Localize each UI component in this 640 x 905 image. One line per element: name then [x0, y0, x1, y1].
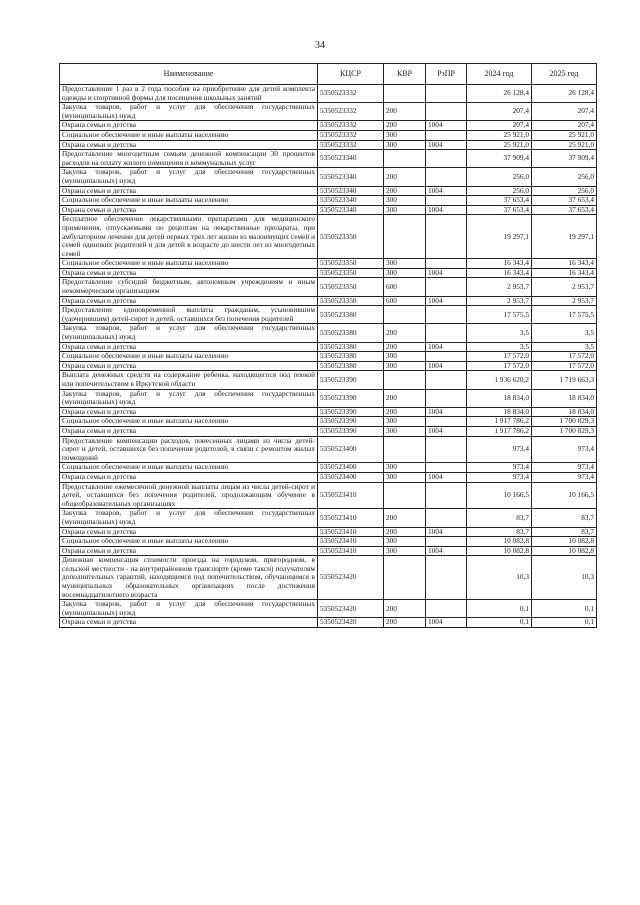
cell-rzpr [426, 150, 467, 168]
cell-2024: 10,3 [467, 556, 532, 600]
cell-rzpr [426, 600, 467, 618]
cell-2024: 256,0 [467, 186, 532, 196]
table-row [60, 600, 597, 618]
cell-2024: 26 128,4 [467, 85, 532, 103]
table-row [60, 196, 597, 206]
table-row [60, 371, 597, 389]
cell-2025: 17 575,5 [532, 306, 597, 324]
cell-kcsr: 5350523410 [318, 537, 384, 547]
cell-rzpr [426, 259, 467, 269]
cell-2024: 37 653,4 [467, 196, 532, 206]
cell-2024: 207,4 [467, 103, 532, 121]
table-row [60, 278, 597, 296]
cell-2024: 17 575,5 [467, 306, 532, 324]
cell-name: Охрана семьи и детства [60, 205, 318, 215]
cell-2024: 10 082,8 [467, 546, 532, 556]
cell-kvr: 200 [384, 121, 426, 131]
cell-2025: 37 653,4 [532, 205, 597, 215]
cell-kvr [384, 482, 426, 509]
cell-rzpr [426, 306, 467, 324]
cell-2024: 256,0 [467, 168, 532, 186]
cell-kvr: 200 [384, 527, 426, 537]
cell-kvr: 600 [384, 278, 426, 296]
cell-name: Социальное обеспечение и иные выплаты населению [60, 463, 318, 473]
cell-2024: 18 834,0 [467, 407, 532, 417]
cell-kcsr: 5350523380 [318, 324, 384, 342]
cell-name: Охрана семьи и детства [60, 546, 318, 556]
table-row [60, 215, 597, 259]
cell-kvr: 200 [384, 342, 426, 352]
table-row [60, 537, 597, 547]
cell-2025: 10 166,5 [532, 482, 597, 509]
cell-rzpr [426, 509, 467, 527]
table-row [60, 168, 597, 186]
cell-2024: 17 572,0 [467, 352, 532, 362]
cell-2025: 18 834,0 [532, 407, 597, 417]
cell-2025: 10 082,8 [532, 537, 597, 547]
cell-kvr: 200 [384, 168, 426, 186]
cell-2025: 83,7 [532, 509, 597, 527]
cell-kcsr: 5350523420 [318, 556, 384, 600]
cell-rzpr [426, 103, 467, 121]
cell-rzpr: 1004 [426, 546, 467, 556]
cell-2025: 207,4 [532, 103, 597, 121]
cell-2025: 0,1 [532, 618, 597, 628]
cell-name: Охрана семьи и детства [60, 472, 318, 482]
cell-2025: 1 700 829,3 [532, 426, 597, 436]
header-2025: 2025 год [532, 64, 597, 85]
cell-2025: 25 921,0 [532, 130, 597, 140]
cell-2024: 25 921,0 [467, 130, 532, 140]
cell-2024: 3,5 [467, 342, 532, 352]
cell-kvr: 300 [384, 130, 426, 140]
cell-kcsr: 5350523340 [318, 196, 384, 206]
cell-rzpr [426, 352, 467, 362]
cell-name: Социальное обеспечение и иные выплаты населению [60, 196, 318, 206]
cell-rzpr [426, 389, 467, 407]
cell-kvr [384, 306, 426, 324]
cell-2025: 207,4 [532, 121, 597, 131]
cell-2024: 1 936 620,2 [467, 371, 532, 389]
cell-2025: 37 653,4 [532, 196, 597, 206]
cell-kvr: 200 [384, 103, 426, 121]
table-row [60, 482, 597, 509]
cell-kcsr: 5350523410 [318, 546, 384, 556]
cell-kvr [384, 150, 426, 168]
cell-2025: 973,4 [532, 436, 597, 463]
cell-kvr [384, 85, 426, 103]
cell-name: Социальное обеспечение и иные выплаты населению [60, 417, 318, 427]
budget-table [59, 63, 597, 628]
table-row [60, 426, 597, 436]
cell-kcsr: 5350523332 [318, 130, 384, 140]
cell-kvr: 200 [384, 324, 426, 342]
cell-kcsr: 5350523380 [318, 342, 384, 352]
table-row [60, 509, 597, 527]
header-2024: 2024 год [467, 64, 532, 85]
cell-2025: 37 909,4 [532, 150, 597, 168]
cell-rzpr: 1004 [426, 342, 467, 352]
cell-rzpr: 1004 [426, 186, 467, 196]
cell-kvr: 300 [384, 140, 426, 150]
cell-name: Социальное обеспечение и иные выплаты населению [60, 130, 318, 140]
cell-2025: 256,0 [532, 168, 597, 186]
cell-kcsr: 5350523390 [318, 407, 384, 417]
cell-2024: 83,7 [467, 509, 532, 527]
cell-rzpr [426, 85, 467, 103]
cell-2024: 1 917 786,2 [467, 417, 532, 427]
cell-rzpr: 1004 [426, 407, 467, 417]
cell-kcsr: 5350523350 [318, 259, 384, 269]
cell-kvr: 300 [384, 361, 426, 371]
cell-2025: 10,3 [532, 556, 597, 600]
cell-rzpr: 1004 [426, 472, 467, 482]
cell-name: Охрана семьи и детства [60, 296, 318, 306]
cell-rzpr: 1004 [426, 140, 467, 150]
cell-kvr [384, 556, 426, 600]
cell-name: Охрана семьи и детства [60, 186, 318, 196]
cell-kcsr: 5350523380 [318, 306, 384, 324]
table-body [60, 85, 597, 628]
cell-name: Закупка товаров, работ и услуг для обеспечения государственных (муниципальных) нужд [60, 168, 318, 186]
cell-name: Охрана семьи и детства [60, 426, 318, 436]
cell-name: Выплата денежных средств на содержание ребенка, находящегося под опекой или попечительством в Иркутской области [60, 371, 318, 389]
cell-name: Охрана семьи и детства [60, 618, 318, 628]
cell-kvr [384, 215, 426, 259]
cell-kcsr: 5350523350 [318, 215, 384, 259]
cell-2024: 2 953,7 [467, 278, 532, 296]
cell-rzpr [426, 463, 467, 473]
cell-kvr: 600 [384, 296, 426, 306]
cell-2025: 16 343,4 [532, 268, 597, 278]
cell-2025: 83,7 [532, 527, 597, 537]
cell-kcsr: 5350523332 [318, 103, 384, 121]
cell-kvr: 300 [384, 537, 426, 547]
cell-2024: 2 953,7 [467, 296, 532, 306]
cell-2024: 973,4 [467, 463, 532, 473]
cell-2025: 26 128,4 [532, 85, 597, 103]
header-rzpr: РзПР [426, 64, 467, 85]
cell-name: Охрана семьи и детства [60, 121, 318, 131]
cell-rzpr: 1004 [426, 268, 467, 278]
cell-kvr: 200 [384, 509, 426, 527]
table-header-row [60, 64, 597, 85]
cell-name: Закупка товаров, работ и услуг для обеспечения государственных (муниципальных) нужд [60, 509, 318, 527]
cell-kvr: 200 [384, 389, 426, 407]
cell-name: Закупка товаров, работ и услуг для обеспечения государственных (муниципальных) нужд [60, 600, 318, 618]
table-row [60, 472, 597, 482]
cell-name: Охрана семьи и детства [60, 268, 318, 278]
cell-2024: 37 909,4 [467, 150, 532, 168]
cell-name: Охрана семьи и детства [60, 527, 318, 537]
cell-2025: 2 953,7 [532, 278, 597, 296]
cell-2025: 25 921,0 [532, 140, 597, 150]
cell-kcsr: 5350523340 [318, 205, 384, 215]
cell-kcsr: 5350523332 [318, 85, 384, 103]
cell-rzpr [426, 278, 467, 296]
cell-name: Социальное обеспечение и иные выплаты населению [60, 259, 318, 269]
cell-kvr: 300 [384, 546, 426, 556]
cell-2024: 17 572,0 [467, 361, 532, 371]
cell-2024: 37 653,4 [467, 205, 532, 215]
cell-2024: 973,4 [467, 436, 532, 463]
cell-name: Предоставление ежемесячной денежной выплаты лицам из числа детей-сирот и детей, оставшихся без попечения родителей, продолжающим обучение в общеобразовательных организациях [60, 482, 318, 509]
cell-kvr: 300 [384, 472, 426, 482]
cell-rzpr: 1004 [426, 618, 467, 628]
cell-2024: 3,5 [467, 324, 532, 342]
cell-kvr: 300 [384, 268, 426, 278]
cell-2025: 0,1 [532, 600, 597, 618]
header-kvr: КВР [384, 64, 426, 85]
table-row [60, 103, 597, 121]
cell-name: Закупка товаров, работ и услуг для обеспечения государственных (муниципальных) нужд [60, 324, 318, 342]
cell-kcsr: 5350523380 [318, 352, 384, 362]
cell-kcsr: 5350523410 [318, 527, 384, 537]
cell-2024: 19 297,1 [467, 215, 532, 259]
cell-2024: 83,7 [467, 527, 532, 537]
cell-rzpr: 1004 [426, 361, 467, 371]
cell-rzpr [426, 556, 467, 600]
cell-2025: 3,5 [532, 324, 597, 342]
cell-kcsr: 5350523390 [318, 389, 384, 407]
table-row [60, 306, 597, 324]
cell-name: Охрана семьи и детства [60, 342, 318, 352]
cell-2025: 3,5 [532, 342, 597, 352]
cell-2024: 1 917 786,2 [467, 426, 532, 436]
table-row [60, 556, 597, 600]
cell-kvr: 300 [384, 463, 426, 473]
cell-rzpr [426, 196, 467, 206]
header-name: Наименование [60, 64, 318, 85]
page-number: 34 [315, 40, 325, 51]
cell-2024: 16 343,4 [467, 259, 532, 269]
cell-2025: 18 834,0 [532, 389, 597, 407]
cell-kcsr: 5350523400 [318, 472, 384, 482]
table-row [60, 85, 597, 103]
cell-kcsr: 5350523340 [318, 186, 384, 196]
table-row [60, 324, 597, 342]
cell-name: Денежная компенсация стоимости проезда на городском, пригородном, в сельской местности - на внутрирайонном транспорте (кроме такси) получателям дополнительных гарантий, находящимся под попечительством, обучающимся в муниципальных образовательных организациях после достижения восемнадцатилетнего возраста [60, 556, 318, 600]
cell-2025: 19 297,1 [532, 215, 597, 259]
cell-2025: 973,4 [532, 472, 597, 482]
table-row [60, 259, 597, 269]
cell-name: Охрана семьи и детства [60, 361, 318, 371]
cell-kvr: 300 [384, 196, 426, 206]
cell-name: Охрана семьи и детства [60, 407, 318, 417]
cell-kvr: 300 [384, 259, 426, 269]
table-row [60, 618, 597, 628]
cell-2025: 16 343,4 [532, 259, 597, 269]
cell-2024: 973,4 [467, 472, 532, 482]
cell-kvr: 200 [384, 618, 426, 628]
cell-kcsr: 5350523340 [318, 150, 384, 168]
cell-name: Социальное обеспечение и иные выплаты населению [60, 537, 318, 547]
cell-name: Предоставление компенсации расходов, понесенных лицами из числа детей-сирот и детей, оставшихся без попечения родителей, в связи с ремонтом жилых помещений [60, 436, 318, 463]
cell-name: Закупка товаров, работ и услуг для обеспечения государственных (муниципальных) нужд [60, 103, 318, 121]
cell-2025: 17 572,0 [532, 361, 597, 371]
cell-kcsr: 5350523340 [318, 168, 384, 186]
cell-kvr: 300 [384, 205, 426, 215]
cell-kcsr: 5350523400 [318, 436, 384, 463]
cell-2024: 18 834,0 [467, 389, 532, 407]
cell-2024: 0,1 [467, 600, 532, 618]
cell-name: Социальное обеспечение и иные выплаты населению [60, 352, 318, 362]
cell-2024: 25 921,0 [467, 140, 532, 150]
cell-rzpr: 1004 [426, 121, 467, 131]
cell-name: Закупка товаров, работ и услуг для обеспечения государственных (муниципальных) нужд [60, 389, 318, 407]
table-row [60, 150, 597, 168]
cell-2025: 1 700 829,3 [532, 417, 597, 427]
cell-2025: 973,4 [532, 463, 597, 473]
cell-rzpr [426, 482, 467, 509]
cell-kcsr: 5350523350 [318, 296, 384, 306]
cell-rzpr [426, 130, 467, 140]
table-row [60, 130, 597, 140]
cell-kvr [384, 436, 426, 463]
cell-2024: 10 166,5 [467, 482, 532, 509]
cell-name: Предоставление субсидий бюджетным, автономным учреждениям и иным некоммерческим организациям [60, 278, 318, 296]
cell-rzpr: 1004 [426, 426, 467, 436]
table-row [60, 436, 597, 463]
cell-rzpr [426, 371, 467, 389]
cell-2024: 0,1 [467, 618, 532, 628]
cell-2024: 10 082,8 [467, 537, 532, 547]
cell-rzpr: 1004 [426, 296, 467, 306]
cell-kcsr: 5350523380 [318, 361, 384, 371]
cell-kcsr: 5350523400 [318, 463, 384, 473]
cell-2025: 10 082,8 [532, 546, 597, 556]
cell-kcsr: 5350523332 [318, 121, 384, 131]
cell-kcsr: 5350523350 [318, 268, 384, 278]
cell-2025: 17 572,0 [532, 352, 597, 362]
cell-name: Предоставление многодетным семьям денежной компенсации 30 процентов расходов на оплату жилого помещения и коммунальных услуг [60, 150, 318, 168]
cell-2025: 1 719 663,3 [532, 371, 597, 389]
cell-rzpr: 1004 [426, 205, 467, 215]
cell-kcsr: 5350523390 [318, 426, 384, 436]
cell-kcsr: 5350523410 [318, 509, 384, 527]
cell-kcsr: 5350523420 [318, 618, 384, 628]
cell-kvr: 200 [384, 407, 426, 417]
cell-kvr: 200 [384, 600, 426, 618]
cell-kcsr: 5350523332 [318, 140, 384, 150]
cell-kvr: 300 [384, 426, 426, 436]
header-kcsr: КЦСР [318, 64, 384, 85]
table-row [60, 352, 597, 362]
table-row [60, 389, 597, 407]
cell-kcsr: 5350523410 [318, 482, 384, 509]
cell-2025: 256,0 [532, 186, 597, 196]
table-row [60, 463, 597, 473]
cell-name: Охрана семьи и детства [60, 140, 318, 150]
cell-rzpr [426, 215, 467, 259]
cell-name: Предоставление 1 раз в 2 года пособия на приобретение для детей комплекта одежды и спортивной формы для посещения школьных занятий [60, 85, 318, 103]
cell-rzpr [426, 168, 467, 186]
cell-kcsr: 5350523390 [318, 371, 384, 389]
cell-2025: 2 953,7 [532, 296, 597, 306]
cell-rzpr [426, 436, 467, 463]
cell-2024: 207,4 [467, 121, 532, 131]
cell-rzpr [426, 537, 467, 547]
cell-name: Бесплатное обеспечение лекарственными препаратами для медицинского применения, отпускаемыми по рецептам на лекарственные препараты, при амбулаторном лечении для детей первых трех лет жизни из малоимущих семей и семей одиноких родителей и для детей в возрасте до шести лет из многодетных семей [60, 215, 318, 259]
cell-kcsr: 5350523420 [318, 600, 384, 618]
cell-kvr: 300 [384, 417, 426, 427]
cell-kcsr: 5350523390 [318, 417, 384, 427]
cell-kcsr: 5350523350 [318, 278, 384, 296]
cell-rzpr [426, 324, 467, 342]
cell-kvr: 200 [384, 186, 426, 196]
cell-rzpr: 1004 [426, 527, 467, 537]
cell-kvr: 300 [384, 352, 426, 362]
cell-2024: 16 343,4 [467, 268, 532, 278]
cell-kvr [384, 371, 426, 389]
cell-name: Предоставление единовременной выплаты гражданам, усыновившим (удочерившим) детей-сирот и детей, оставшихся без попечения родителей [60, 306, 318, 324]
